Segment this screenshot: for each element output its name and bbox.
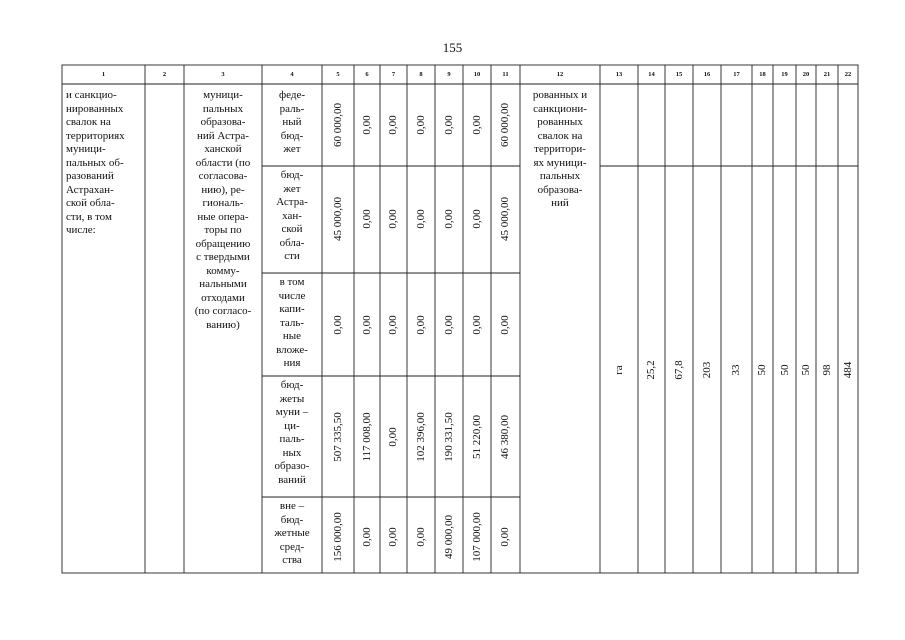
capital-value-col6: 0,00 bbox=[361, 315, 373, 335]
indicator-value-col17: 33 bbox=[730, 364, 742, 376]
capital-value-col8: 0,00 bbox=[415, 315, 427, 335]
federal-value-col6: 0,00 bbox=[361, 115, 373, 135]
header-col-21: 21 bbox=[823, 71, 831, 78]
regional-value-col5: 45 000,00 bbox=[332, 197, 344, 241]
municipal-value-col6: 117 008,00 bbox=[361, 412, 373, 462]
header-col-10: 10 bbox=[473, 71, 481, 78]
capital-value-col9: 0,00 bbox=[443, 315, 455, 335]
source-capital-investments: в том числе капи- таль- ные вложе- ния bbox=[276, 276, 308, 369]
regional-value-col6: 0,00 bbox=[361, 209, 373, 229]
municipal-value-col9: 190 331,50 bbox=[443, 412, 455, 462]
indicator-value-col19: 50 bbox=[779, 364, 791, 376]
header-col-20: 20 bbox=[802, 71, 810, 78]
header-col-18: 18 bbox=[759, 71, 766, 78]
regional-value-col10: 0,00 bbox=[471, 209, 483, 229]
extrabudget-value-col11: 0,00 bbox=[499, 527, 511, 547]
header-col-2: 2 bbox=[162, 71, 167, 78]
extrabudget-value-col5: 156 000,00 bbox=[332, 512, 344, 562]
municipal-value-col7: 0,00 bbox=[387, 427, 399, 447]
header-col-7: 7 bbox=[391, 71, 396, 78]
indicator-value-col15: 67,8 bbox=[673, 360, 685, 380]
indicator-value-col16: 203 bbox=[701, 361, 713, 379]
extrabudget-value-col8: 0,00 bbox=[415, 527, 427, 547]
extrabudget-value-col7: 0,00 bbox=[387, 527, 399, 547]
header-col-3: 3 bbox=[221, 71, 225, 78]
header-col-15: 15 bbox=[675, 71, 683, 78]
header-col-14: 14 bbox=[648, 71, 655, 78]
header-col-22: 22 bbox=[844, 71, 852, 78]
regional-value-col9: 0,00 bbox=[443, 209, 455, 229]
header-col-13: 13 bbox=[615, 71, 623, 78]
federal-value-col8: 0,00 bbox=[415, 115, 427, 135]
federal-value-col9: 0,00 bbox=[443, 115, 455, 135]
capital-value-col5: 0,00 bbox=[332, 315, 344, 335]
indicator-value-col14: 25,2 bbox=[645, 360, 657, 380]
extrabudget-value-col9: 49 000,00 bbox=[443, 515, 455, 559]
capital-value-col7: 0,00 bbox=[387, 315, 399, 335]
source-regional-budget: бюд- жет Астра- хан- ской обла- сти bbox=[276, 169, 308, 262]
extrabudget-value-col6: 0,00 bbox=[361, 527, 373, 547]
header-col-16: 16 bbox=[703, 71, 711, 78]
header-col-1: 1 bbox=[101, 71, 106, 78]
header-col-6: 6 bbox=[365, 71, 369, 78]
header-col-9: 9 bbox=[447, 71, 451, 78]
header-col-19: 19 bbox=[781, 71, 788, 78]
indicator-value-col22: 484 bbox=[842, 361, 854, 379]
regional-value-col11: 45 000,00 bbox=[499, 197, 511, 241]
capital-value-col10: 0,00 bbox=[471, 315, 483, 335]
responsible-executors-text: муници- пальных образова- ний Астра- ханской области (по согласова- нию), ре- гиональ- ные опера- торы по обращению с твердыми комму- нальными отходами (по согласо- ванию) bbox=[194, 89, 252, 331]
header-col-12: 12 bbox=[556, 71, 564, 78]
header-col-17: 17 bbox=[733, 71, 740, 78]
source-federal-budget: феде- раль- ный бюд- жет bbox=[278, 89, 305, 155]
header-col-4: 4 bbox=[290, 71, 294, 78]
municipal-value-col10: 51 220,00 bbox=[471, 415, 483, 459]
federal-value-col7: 0,00 bbox=[387, 115, 399, 135]
capital-value-col11: 0,00 bbox=[499, 315, 511, 335]
source-extrabudgetary: вне – бюд- жетные сред- ства bbox=[274, 500, 310, 566]
measure-name-text: и санкцио- нированных свалок на территориях муници- пальных об- разований Астрахан- ской обла- сти, в том числе: bbox=[66, 89, 125, 236]
municipal-value-col11: 46 380,00 bbox=[499, 415, 511, 459]
header-col-11: 11 bbox=[502, 71, 509, 78]
indicator-name-text: рованных и санкциони- рованных свалок на территори- ях муници- пальных образова- ний bbox=[532, 89, 588, 209]
federal-value-col5: 60 000,00 bbox=[332, 103, 344, 147]
indicator-value-col20: 50 bbox=[800, 364, 812, 376]
extrabudget-value-col10: 107 000,00 bbox=[471, 512, 483, 562]
federal-value-col11: 60 000,00 bbox=[499, 103, 511, 147]
municipal-value-col5: 507 335,50 bbox=[332, 412, 344, 462]
unit-of-measure: га bbox=[613, 365, 625, 375]
regional-value-col8: 0,00 bbox=[415, 209, 427, 229]
header-col-5: 5 bbox=[336, 71, 340, 78]
source-municipal-budgets: бюд- жеты муни – ци- паль- ных образо- ваний bbox=[274, 379, 310, 486]
regional-value-col7: 0,00 bbox=[387, 209, 399, 229]
federal-value-col10: 0,00 bbox=[471, 115, 483, 135]
municipal-value-col8: 102 396,00 bbox=[415, 412, 427, 462]
indicator-value-col18: 50 bbox=[756, 364, 768, 376]
indicator-value-col21: 98 bbox=[821, 364, 833, 376]
header-col-8: 8 bbox=[419, 71, 423, 78]
page-number: 155 bbox=[442, 40, 463, 55]
